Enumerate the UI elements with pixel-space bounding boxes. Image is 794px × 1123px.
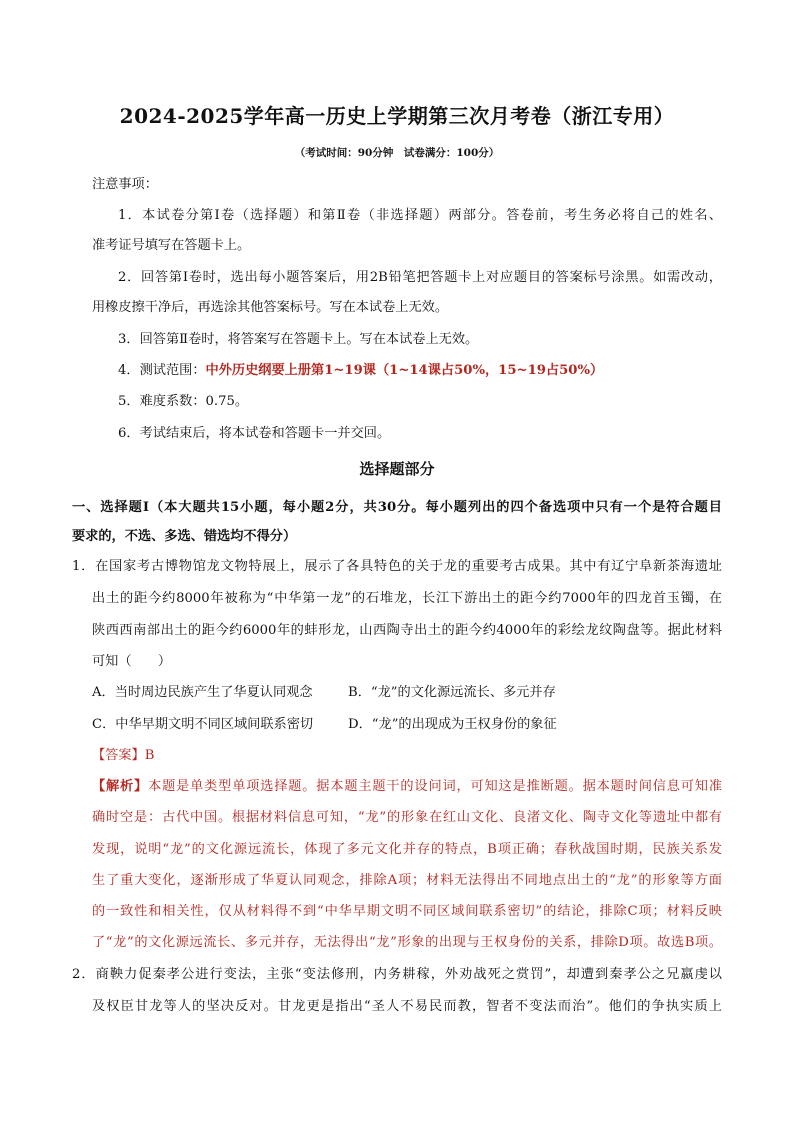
note-item-2-line-2: 用橡皮擦干净后，再选涂其他答案标号。写在本试卷上无效。 [92, 300, 449, 315]
q1-analysis-line-1: 【解析】本题是单类型单项选择题。据本题主题干的设问词，可知这是推断题。据本题时间信息可知准 [92, 779, 723, 794]
q1-analysis-line-2: 确时空是：古代中国。根据材料信息可知，“龙”的形象在红山文化、良渚文化、陶寺文化等遗址中都有 [92, 810, 722, 825]
test-range-highlight: 中外历史纲要上册第1~19课（1~14课占50%，15~19占50%） [205, 363, 604, 378]
note-item-3: 3．回答第Ⅱ卷时，将答案写在答题卡上。写在本试卷上无效。 [118, 332, 479, 347]
q1-option-c: C．中华早期文明不同区域间联系密切 [92, 717, 314, 732]
note-item-1-line-2: 准考证号填写在答题卡上。 [92, 238, 251, 253]
exam-info-subtitle: （考试时间：90分钟 试卷满分：100分） [294, 147, 500, 159]
q1-stem-line-1: 1．在国家考古博物馆龙文物特展上，展示了各具特色的关于龙的重要考古成果。其中有辽宁阜新茶海遗址 [72, 559, 722, 574]
q1-analysis-line-4: 生了重大变化，逐渐形成了华夏认同观念，排除A项；材料无法得出不同地点出土的“龙”的形象等方面 [92, 873, 722, 888]
note-item-2-line-1: 2．回答第Ⅰ卷时，选出每小题答案后，用2B铅笔把答题卡上对应题目的答案标号涂黑。如需改动， [118, 270, 722, 285]
q1-analysis-line-3: 发现，说明“龙”的文化源远流长，体现了多元文化并存的特点，B项正确；春秋战国时期，民族关系发 [92, 842, 722, 857]
q1-option-b: B．“龙”的文化源远流长、多元并存 [348, 685, 556, 700]
q2-stem-line-2: 及权臣甘龙等人的坚决反对。甘龙更是指出“圣人不易民而教，智者不变法而治”。他们的争执实质上 [92, 999, 722, 1014]
section-instructions-line-1: 一、选择题Ⅰ（本大题共15小题，每小题2分，共30分。每小题列出的四个备选项中只有一个是符合题目 [72, 500, 722, 515]
analysis-label: 【解析】 [92, 779, 149, 794]
note-item-6: 6．考试结束后，将本试卷和答题卡一并交回。 [118, 426, 391, 441]
q1-analysis-line-6: 了“龙”的文化源远流长、多元并存，无法得出“龙”形象的出现与王权身份的关系，排除D项。故选B项。 [92, 935, 722, 950]
page-title: 2024-2025学年高一历史上学期第三次月考卷（浙江专用） [119, 104, 675, 128]
section-title: 选择题部分 [359, 460, 435, 478]
note-item-1-line-1: 1．本试卷分第Ⅰ卷（选择题）和第Ⅱ卷（非选择题）两部分。答卷前，考生务必将自己的姓名、 [118, 208, 722, 223]
note-item-4 [118, 361, 603, 381]
q1-option-a: A．当时周边民族产生了华夏认同观念 [92, 685, 313, 700]
q1-answer: 【答案】B [92, 748, 155, 763]
q1-stem-line-4: 可知（ ） [92, 654, 172, 669]
q1-stem-line-2: 出土的距今约8000年被称为“中华第一龙”的石堆龙，长江下游出土的距今约7000年的四龙首玉镯，在 [92, 591, 722, 606]
note-item-4-prefix: 4．测试范围： [118, 363, 206, 378]
q1-stem-line-3: 陕西西南部出土的距今约6000年的蚌形龙，山西陶寺出土的距今约4000年的彩绘龙纹陶盘等。据此材料 [92, 623, 722, 638]
q1-option-d: D．“龙”的出现成为王权身份的象征 [348, 717, 557, 732]
q2-stem-line-1: 2．商鞅力促秦孝公进行变法，主张“变法修刑，内务耕稼，外劝战死之赏罚”，却遭到秦孝公之兄嬴虔以 [72, 967, 722, 982]
note-item-5: 5．难度系数：0.75。 [118, 394, 249, 409]
notes-heading: 注意事项： [92, 177, 158, 192]
section-instructions-line-2: 要求的，不选、多选、错选均不得分） [72, 529, 297, 544]
q1-analysis-line-5: 的一致性和相关性，仅从材料得不到“中华早期文明不同区域间联系密切”的结论，排除C项；材料反映 [92, 904, 722, 919]
